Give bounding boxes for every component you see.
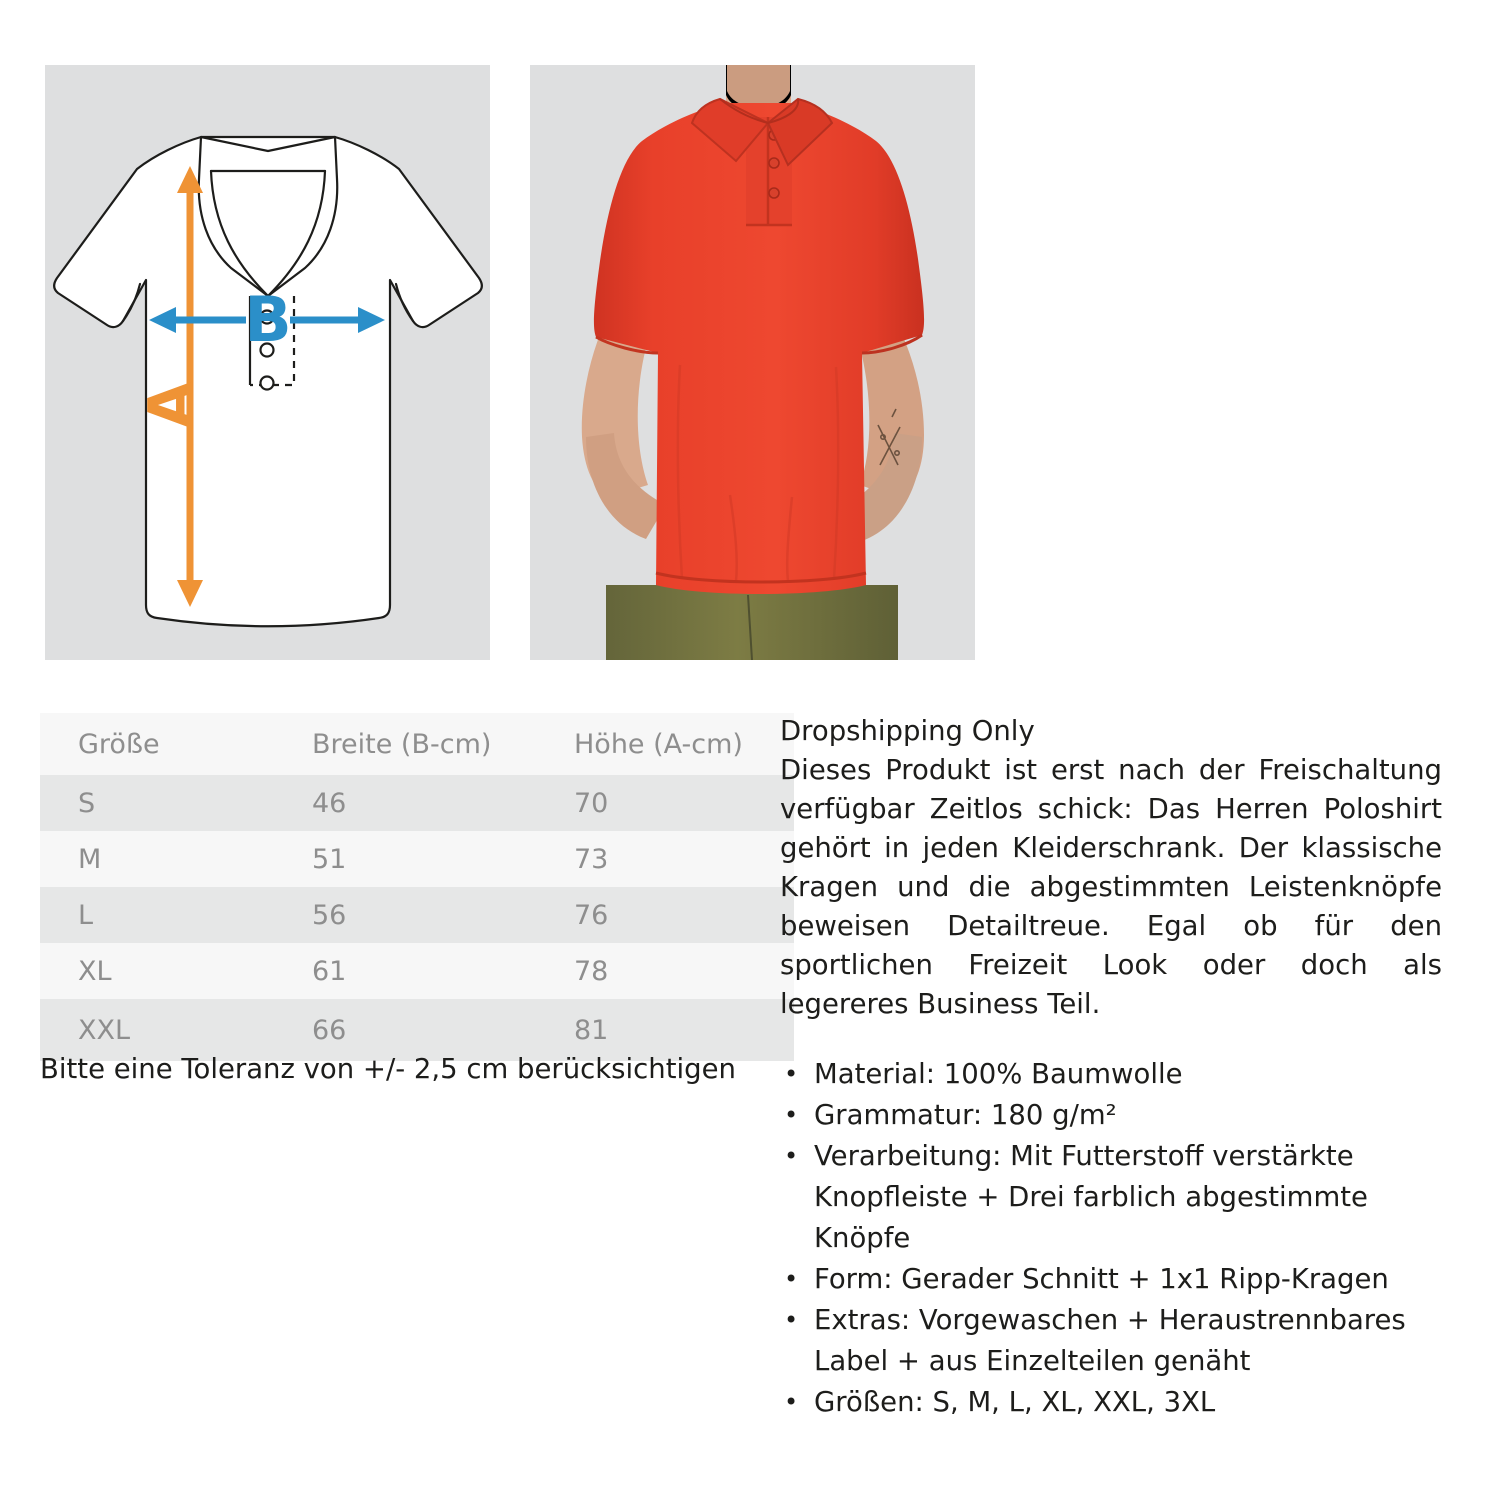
list-item: • Grammatur: 180 g/m²: [780, 1095, 1442, 1136]
product-description: [780, 712, 1442, 1423]
shirt-button-2: [769, 158, 779, 168]
table-header-row: [40, 713, 794, 775]
column-header-width: Breite (B-cm): [312, 728, 492, 760]
column-header-height: Höhe (A-cm): [574, 728, 743, 760]
list-item: • Extras: Vorgewaschen + Heraustrennbares Label + aus Einzelteilen genäht: [780, 1300, 1442, 1382]
cell-width: 61: [312, 955, 347, 987]
cell-size: XL: [78, 955, 112, 987]
tolerance-note: Bitte eine Toleranz von +/- 2,5 cm berücksichtigen: [40, 1053, 736, 1085]
cell-height: 76: [574, 899, 609, 931]
shirt-button-3: [769, 188, 779, 198]
cell-height: 73: [574, 843, 609, 875]
cell-height: 81: [574, 1014, 609, 1046]
cell-width: 46: [312, 787, 347, 819]
cell-width: 51: [312, 843, 347, 875]
table-row: [40, 887, 794, 943]
cell-size: XXL: [78, 1014, 131, 1046]
table-row: [40, 831, 794, 887]
cell-height: 78: [574, 955, 609, 987]
cell-size: S: [78, 787, 96, 819]
table-row: [40, 999, 794, 1061]
width-label-b: B: [244, 283, 292, 356]
cell-height: 70: [574, 787, 609, 819]
size-diagram-panel: [45, 65, 490, 660]
list-item: • Größen: S, M, L, XL, XXL, 3XL: [780, 1382, 1442, 1423]
product-spec-list: [780, 1054, 1442, 1423]
size-chart-table: [40, 713, 794, 1061]
cell-width: 56: [312, 899, 347, 931]
product-photo-panel: [530, 65, 975, 660]
dropshipping-heading: Dropshipping Only: [780, 715, 1035, 747]
cell-width: 66: [312, 1014, 347, 1046]
cell-size: L: [78, 899, 94, 931]
model-trousers: [606, 585, 898, 660]
height-label-a: A: [135, 381, 208, 429]
list-item: • Verarbeitung: Mit Futterstoff verstärkte Knopfleiste + Drei farblich abgestimmte Knöpfe: [780, 1136, 1442, 1259]
description-paragraph: Dieses Produkt ist erst nach der Freischaltung verfügbar Zeitlos schick: Das Herren Poloshirt gehört in jeden Kleiderschrank. Der klassische Kragen und die abgestimmten Leistenknöpfe beweisen Detailtreue. Egal ob für den sportlichen Freizeit Look oder doch als legereres Business Teil.: [780, 754, 1442, 1020]
table-row: [40, 943, 794, 999]
column-header-size: Größe: [78, 728, 160, 760]
cell-size: M: [78, 843, 102, 875]
table-row: [40, 775, 794, 831]
list-item: • Form: Gerader Schnitt + 1x1 Ripp-Kragen: [780, 1259, 1442, 1300]
button-3: [261, 377, 274, 390]
list-item: • Material: 100% Baumwolle: [780, 1054, 1442, 1095]
